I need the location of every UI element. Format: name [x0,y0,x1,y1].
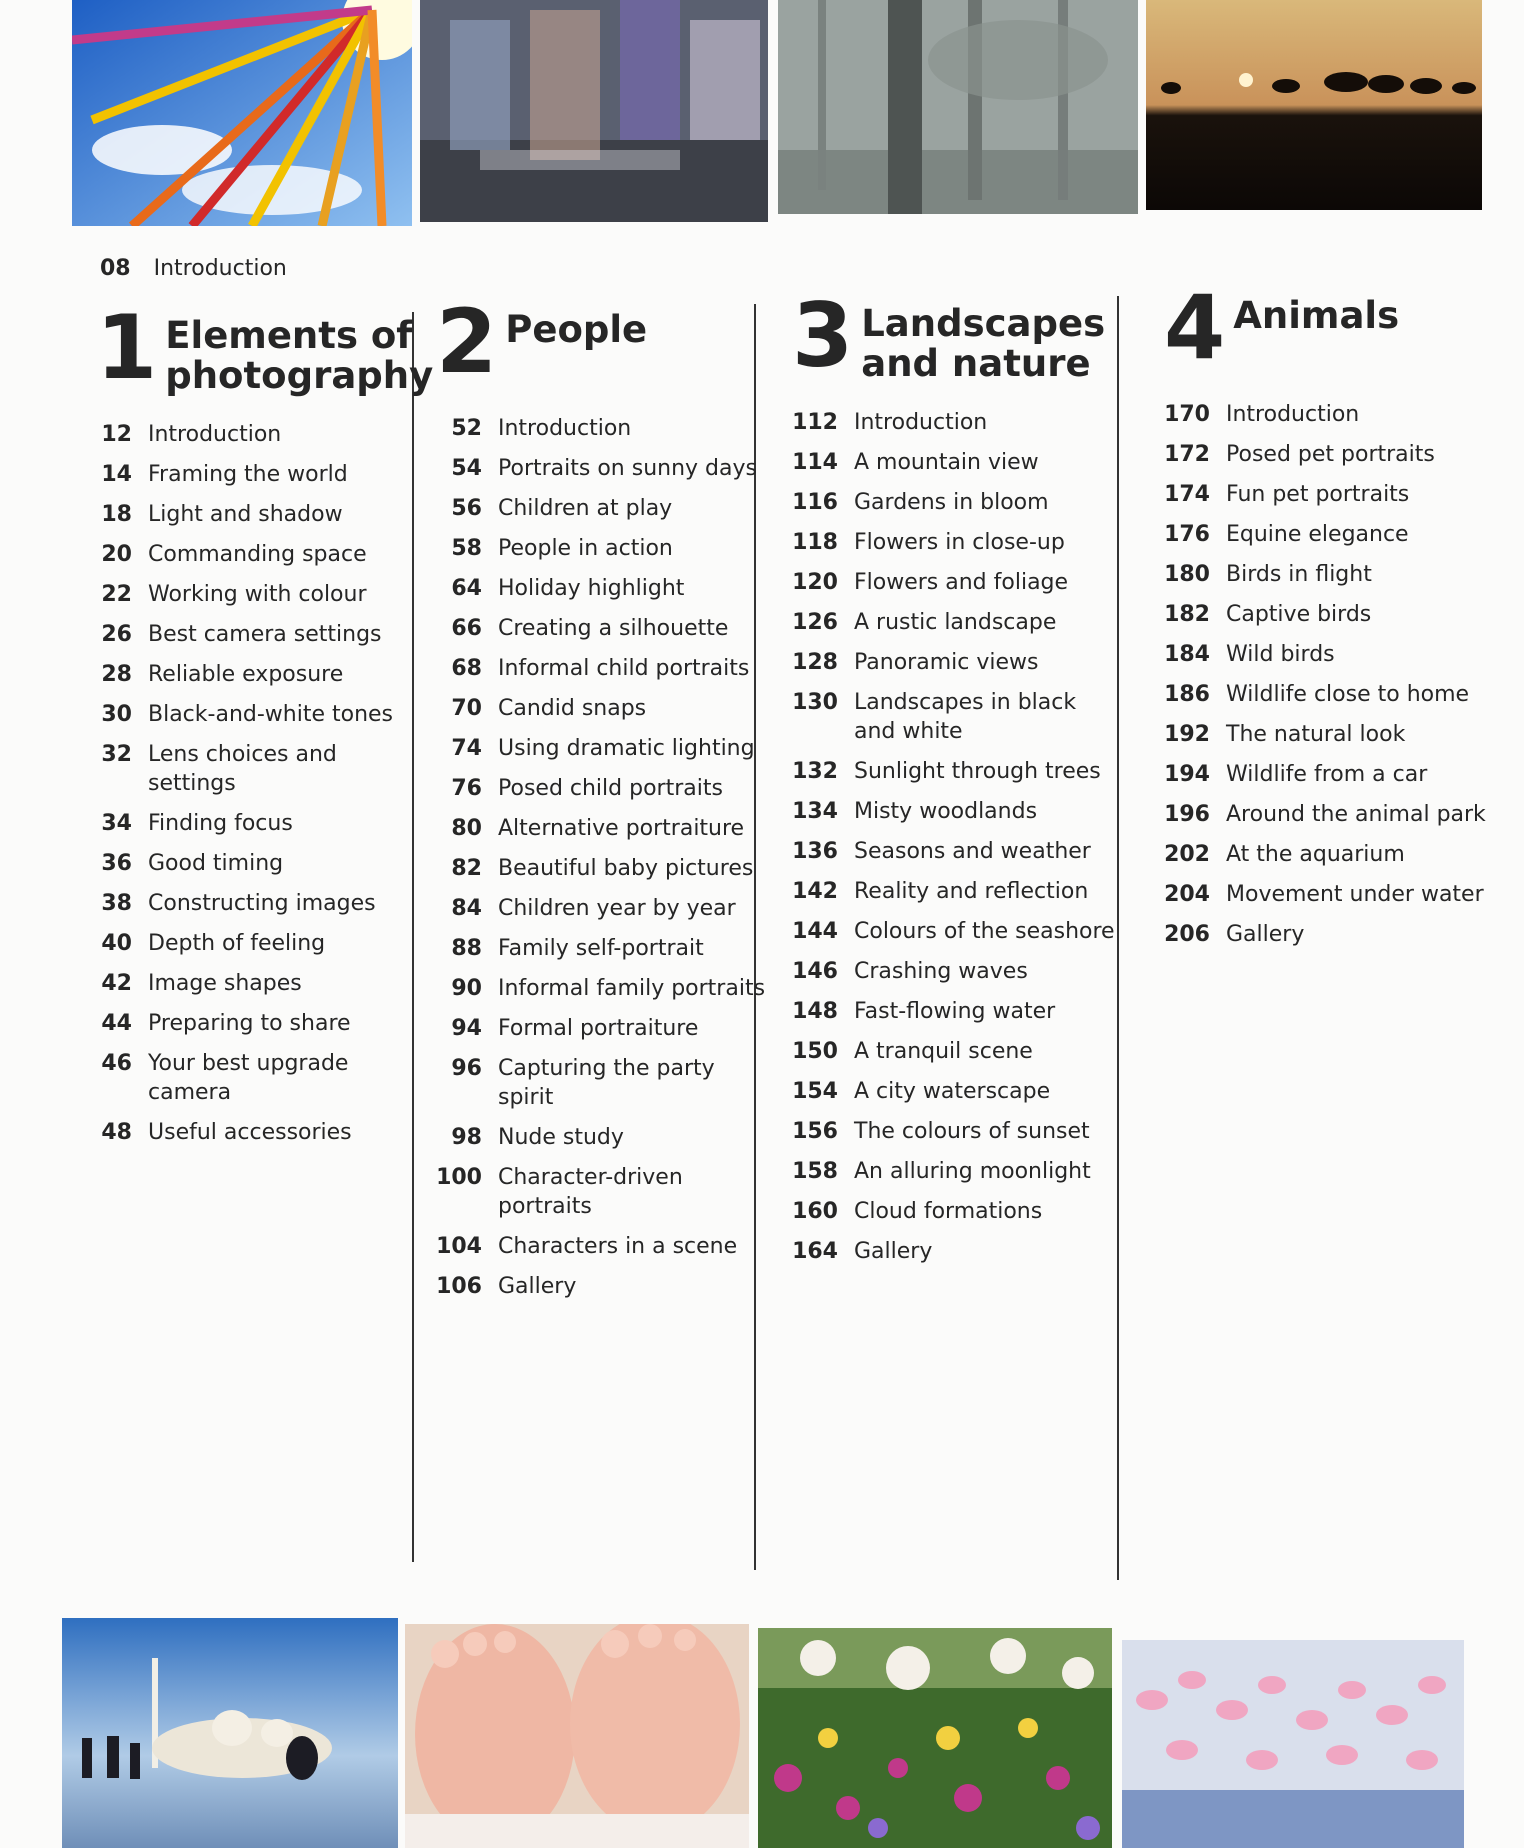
toc-entry-label: A tranquil scene [854,1039,1033,1064]
toc-page-number: 180 [1164,562,1210,587]
toc-entry[interactable] [96,540,396,569]
toc-page-number: 134 [792,799,838,824]
toc-page-number: 174 [1164,482,1210,507]
toc-page-number: 156 [792,1119,838,1144]
toc-entry[interactable] [96,849,396,878]
toc-page-number: 30 [101,702,132,727]
toc-page-number: 128 [792,650,838,675]
toc-page-number: 14 [101,462,132,487]
chapter-title: Elements of photography [165,314,434,397]
toc-entry-label: Wild birds [1226,642,1335,667]
toc-entry[interactable] [792,837,1122,866]
toc-entry-label: Preparing to share [148,1011,351,1036]
toc-page-number: 130 [792,690,838,715]
toc-entry[interactable] [1164,600,1494,629]
toc-page-number: 40 [101,931,132,956]
toc-entry-label: Capturing the party spirit [498,1056,715,1110]
toc-page-number: 112 [792,410,838,435]
toc-entry[interactable] [436,614,766,643]
toc-entry[interactable] [792,568,1122,597]
toc-entry-label: Framing the world [148,462,348,487]
toc-entry[interactable] [792,797,1122,826]
toc-entry[interactable] [436,974,766,1003]
toc-entry-label: Posed pet portraits [1226,442,1435,467]
toc-entry[interactable] [436,494,766,523]
toc-entry-label: Gardens in bloom [854,490,1049,515]
toc-page-number: 132 [792,759,838,784]
toc-entry[interactable] [792,648,1122,677]
toc-entry-label: Cloud formations [854,1199,1043,1224]
toc-entry-label: Gallery [854,1239,933,1264]
toc-page-number: 12 [101,422,132,447]
toc-entry[interactable] [1164,840,1494,869]
toc-entry-label: Introduction [148,422,282,447]
chapter-4-column [1164,276,1494,960]
toc-page-number: 20 [101,542,132,567]
toc-entry[interactable] [436,534,766,563]
toc-page-number: 150 [792,1039,838,1064]
toc-entry[interactable] [1164,680,1494,709]
toc-page-number: 114 [792,450,838,475]
toc-entry[interactable] [436,934,766,963]
toc-page-number: 118 [792,530,838,555]
toc-entry-label: Children year by year [498,896,736,921]
toc-entry[interactable] [792,1237,1122,1266]
toc-page-number: 74 [451,736,482,761]
toc-entry-label: Fun pet portraits [1226,482,1410,507]
toc-entry-label: Wildlife close to home [1226,682,1470,707]
toc-entry[interactable] [792,757,1122,786]
toc-entry[interactable] [96,500,396,529]
toc-entry[interactable] [792,528,1122,557]
toc-page-number: 120 [792,570,838,595]
toc-entry-label: Portraits on sunny days [498,456,757,481]
toc-page-number: 52 [451,416,482,441]
toc-page-number: 206 [1164,922,1210,947]
toc-page-number: 44 [101,1011,132,1036]
toc-entry[interactable] [436,1123,766,1152]
toc-entry-label: Alternative portraiture [498,816,745,841]
toc-entry[interactable] [792,1077,1122,1106]
toc-entry[interactable] [1164,480,1494,509]
toc-page-number: 98 [451,1125,482,1150]
chapter-heading [792,284,1122,394]
toc-list [792,408,1122,1266]
toc-entry[interactable] [792,1037,1122,1066]
toc-entry-label: Reliable exposure [148,662,344,687]
toc-page-number: 84 [451,896,482,921]
toc-page-number: 164 [792,1239,838,1264]
toc-page-number: 136 [792,839,838,864]
toc-entry-label: Introduction [498,416,632,441]
toc-page-number: 116 [792,490,838,515]
toc-entry[interactable] [436,1232,766,1261]
toc-entry-label: Beautiful baby pictures [498,856,754,881]
toc-page-number: 186 [1164,682,1210,707]
toc-page-number: 68 [451,656,482,681]
toc-entry[interactable] [96,620,396,649]
toc-entry[interactable] [1164,720,1494,749]
toc-entry[interactable] [436,454,766,483]
toc-page-number: 170 [1164,402,1210,427]
toc-page-number: 158 [792,1159,838,1184]
toc-entry-label: The colours of sunset [854,1119,1090,1144]
toc-entry-label: Best camera settings [148,622,382,647]
toc-entry-label: Seasons and weather [854,839,1091,864]
chapter-heading [96,296,434,406]
chapter-number: 1 [96,296,156,399]
toc-entry[interactable] [96,969,396,998]
toc-page-number: 32 [101,742,132,767]
toc-page-number: 64 [451,576,482,601]
toc-entry[interactable] [436,654,766,683]
toc-entry[interactable] [792,1197,1122,1226]
toc-entry[interactable] [1164,880,1494,909]
toc-entry[interactable] [436,694,766,723]
toc-entry-label: Flowers and foliage [854,570,1069,595]
toc-entry-label: Your best upgrade camera [148,1051,349,1105]
toc-page-number: 56 [451,496,482,521]
toc-entry[interactable] [792,1157,1122,1186]
toc-entry-label: Landscapes in black and white [854,690,1077,744]
toc-entry[interactable] [436,1054,766,1112]
toc-entry[interactable] [96,700,396,729]
photo-runners-blur [420,0,768,222]
toc-entry-label: Formal portraiture [498,1016,699,1041]
toc-entry-label: Sunlight through trees [854,759,1101,784]
toc-page-number: 58 [451,536,482,561]
toc-entry-label: Birds in flight [1226,562,1372,587]
toc-page-number: 70 [451,696,482,721]
toc-entry-label: Flowers in close-up [854,530,1065,555]
toc-entry[interactable] [96,1049,396,1107]
photo-flamingos [1122,1640,1464,1848]
chapter-2-column [436,290,766,1312]
toc-entry[interactable] [96,809,396,838]
toc-entry[interactable] [1164,400,1494,429]
toc-entry[interactable] [96,460,396,489]
toc-entry[interactable] [436,574,766,603]
toc-page-number: 76 [451,776,482,801]
toc-entry-label: A mountain view [854,450,1039,475]
toc-page-number: 196 [1164,802,1210,827]
toc-entry-label: At the aquarium [1226,842,1405,867]
toc-entry[interactable] [436,774,766,803]
toc-list [96,420,396,1147]
toc-entry-label: Crashing waves [854,959,1028,984]
toc-entry-label: Introduction [1226,402,1360,427]
toc-page-number: 144 [792,919,838,944]
toc-entry[interactable] [1164,560,1494,589]
chapter-number: 4 [1164,276,1224,379]
toc-page-number: 96 [451,1056,482,1081]
toc-page-number: 126 [792,610,838,635]
toc-entry[interactable] [1164,920,1494,949]
toc-entry[interactable] [96,1118,396,1147]
toc-entry-label: Wildlife from a car [1226,762,1428,787]
toc-entry[interactable] [436,734,766,763]
toc-entry-label: People in action [498,536,673,561]
toc-entry-label: Image shapes [148,971,302,996]
toc-entry[interactable] [792,408,1122,437]
toc-entry[interactable] [792,448,1122,477]
toc-page-number: 22 [101,582,132,607]
toc-page-number: 48 [101,1120,132,1145]
toc-entry[interactable] [96,580,396,609]
toc-entry-label: A city waterscape [854,1079,1051,1104]
chapter-number: 2 [436,290,496,393]
toc-entry-label: Panoramic views [854,650,1039,675]
toc-page-number: 106 [436,1274,482,1299]
toc-page-number: 104 [436,1234,482,1259]
toc-list [1164,400,1494,949]
toc-entry-label: Black-and-white tones [148,702,394,727]
toc-page-number: 202 [1164,842,1210,867]
toc-page-number: 18 [101,502,132,527]
toc-entry-label: Family self-portrait [498,936,704,961]
toc-entry-label: Equine elegance [1226,522,1409,547]
toc-entry-label: Depth of feeling [148,931,326,956]
toc-entry[interactable] [792,917,1122,946]
toc-entry-label: Introduction [153,256,287,281]
toc-intro[interactable] [100,256,287,281]
toc-entry-label: Introduction [854,410,988,435]
toc-entry-label: Gallery [498,1274,577,1299]
toc-page-number: 194 [1164,762,1210,787]
toc-entry-label: Around the animal park [1226,802,1486,827]
toc-entry[interactable] [792,997,1122,1026]
toc-entry-label: Informal child portraits [498,656,750,681]
toc-page-number: 94 [451,1016,482,1041]
toc-page-number: 38 [101,891,132,916]
toc-entry[interactable] [792,608,1122,637]
toc-page-number: 172 [1164,442,1210,467]
toc-entry[interactable] [436,1014,766,1043]
toc-entry-label: Character-driven portraits [498,1165,683,1219]
toc-page-number: 142 [792,879,838,904]
toc-entry[interactable] [436,1163,766,1221]
chapter-title: Landscapes and nature [861,302,1106,385]
toc-entry[interactable] [436,1272,766,1301]
toc-page-number: 146 [792,959,838,984]
chapter-title: Animals [1233,294,1400,337]
toc-page-number: 54 [451,456,482,481]
toc-entry[interactable] [96,420,396,449]
toc-entry[interactable] [96,1009,396,1038]
toc-page-number: 148 [792,999,838,1024]
toc-page-number: 192 [1164,722,1210,747]
toc-entry-label: Captive birds [1226,602,1372,627]
toc-entry[interactable] [436,894,766,923]
toc-entry[interactable] [96,929,396,958]
chapter-3-column [792,284,1122,1277]
toc-entry-label: Good timing [148,851,284,876]
toc-entry[interactable] [792,1117,1122,1146]
toc-page-number: 160 [792,1199,838,1224]
chapter-heading [436,290,766,400]
toc-entry[interactable] [436,414,766,443]
toc-entry[interactable] [1164,760,1494,789]
toc-page-number: 28 [101,662,132,687]
toc-entry-label: Finding focus [148,811,293,836]
toc-entry-label: Posed child portraits [498,776,723,801]
toc-entry-label: Gallery [1226,922,1305,947]
toc-entry[interactable] [1164,440,1494,469]
toc-entry-label: The natural look [1226,722,1406,747]
toc-entry-label: Commanding space [148,542,367,567]
toc-entry-label: Candid snaps [498,696,647,721]
toc-entry-label: Useful accessories [148,1120,352,1145]
chapter-number: 3 [792,284,852,387]
toc-page-number: 154 [792,1079,838,1104]
toc-entry-label: A rustic landscape [854,610,1057,635]
toc-entry-label: Holiday highlight [498,576,685,601]
toc-entry-label: Light and shadow [148,502,343,527]
toc-entry-label: Nude study [498,1125,624,1150]
toc-entry-label: Misty woodlands [854,799,1038,824]
toc-entry-label: Movement under water [1226,882,1484,907]
toc-entry-label: An alluring moonlight [854,1159,1091,1184]
toc-entry-label: Using dramatic lighting [498,736,755,761]
toc-page-number: 66 [451,616,482,641]
toc-entry[interactable] [436,814,766,843]
toc-entry[interactable] [96,660,396,689]
toc-page-number: 82 [451,856,482,881]
toc-entry-label: Creating a silhouette [498,616,729,641]
toc-page-number: 08 [100,256,131,281]
toc-page-number: 36 [101,851,132,876]
toc-page-number: 80 [451,816,482,841]
toc-page-number: 182 [1164,602,1210,627]
toc-entry-label: Lens choices and settings [148,742,337,796]
toc-entry[interactable] [792,488,1122,517]
toc-entry-label: Characters in a scene [498,1234,738,1259]
toc-list [436,414,766,1301]
toc-page-number: 26 [101,622,132,647]
toc-page-number: 88 [451,936,482,961]
toc-page-number: 204 [1164,882,1210,907]
toc-page-number: 184 [1164,642,1210,667]
column-divider [412,312,414,1562]
toc-page-number: 34 [101,811,132,836]
toc-entry[interactable] [1164,520,1494,549]
toc-entry-label: Working with colour [148,582,367,607]
toc-page-number: 90 [451,976,482,1001]
toc-entry[interactable] [792,877,1122,906]
toc-entry[interactable] [792,688,1122,746]
toc-page-number: 42 [101,971,132,996]
photo-baby-feet [405,1624,749,1848]
toc-entry[interactable] [1164,800,1494,829]
chapter-title: People [505,308,648,351]
toc-entry-label: Informal family portraits [498,976,766,1001]
toc-entry[interactable] [96,889,396,918]
photo-camels-sunset [1146,0,1482,210]
toc-entry-label: Fast-flowing water [854,999,1056,1024]
toc-entry[interactable] [436,854,766,883]
photo-ribbons-sky [72,0,412,226]
toc-entry[interactable] [792,957,1122,986]
toc-page-number: 46 [101,1051,132,1076]
toc-entry-label: Colours of the seashore [854,919,1115,944]
toc-page-number: 176 [1164,522,1210,547]
toc-entry[interactable] [96,740,396,798]
chapter-1-column [96,296,434,1158]
toc-entry-label: Reality and reflection [854,879,1089,904]
photo-mosque-reflection [62,1618,398,1848]
toc-page-number: 100 [436,1165,482,1190]
chapter-heading [1164,276,1494,386]
toc-entry-label: Children at play [498,496,673,521]
toc-entry[interactable] [1164,640,1494,669]
photo-flower-garden [758,1628,1112,1848]
toc-entry-label: Constructing images [148,891,376,916]
photo-misty-forest [778,0,1138,214]
